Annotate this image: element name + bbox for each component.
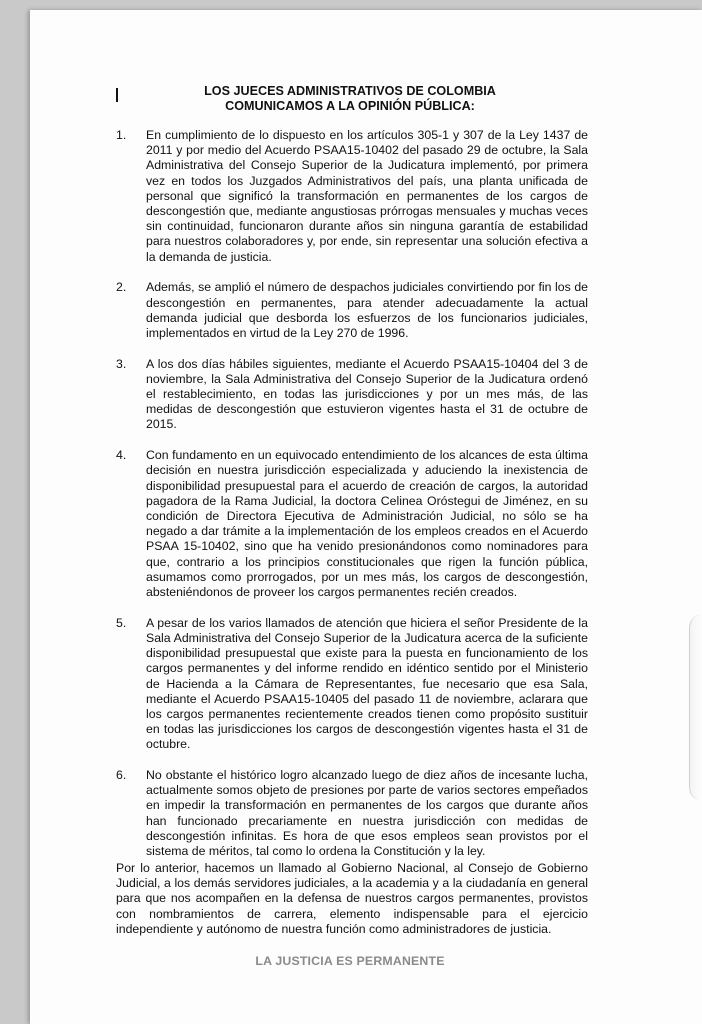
document-page — [30, 10, 702, 1024]
closing-paragraph: Por lo anterior, hacemos un llamado al Gobierno Nacional, al Consejo de Gobierno Judicial, a los demás servidores judiciales, a la academia y a la ciudadanía en general para que nos acompañen en la defensa de nuestros cargos permanentes, provistos con nombramientos de carrera, elemento indispensable para el ejercicio independiente y autónomo de nuestra función como administradores de justicia. — [116, 861, 588, 936]
item-text: A pesar de los varios llamados de atención que hiciera el señor Presidente de la Sala Administrativa del Consejo Superior de la Judicatura acerca de la suficiente disponibilidad presupuestal que existe para la puesta en funcionamiento de los cargos permanentes y del informe rendido en idéntico sentido por el Ministerio de Hacienda a la Cámara de Representantes, fue necesario que esa Sala, mediante el Acuerdo PSAA15-10405 del pasado 11 de noviembre, aclarara que los cargos permanentes recientemente creados tienen como propósito sustituir en todas las jurisdicciones los cargos de descongestión vigentes hasta el 31 de octubre. — [146, 615, 588, 752]
item-number: 1. — [116, 128, 127, 142]
numbered-list — [116, 128, 588, 875]
item-number: 6. — [116, 768, 127, 783]
list-item — [116, 768, 588, 859]
list-item — [116, 616, 588, 753]
title-line-1: LOS JUECES ADMINISTRATIVOS DE COLOMBIA — [204, 84, 496, 98]
list-item — [116, 357, 588, 433]
item-text: Con fundamento en un equivocado entendimiento de los alcances de esta última decisión en nuestra jurisdicción especializada y aduciendo la inexistencia de disponibilidad presupuestal para el acuerdo de creación de cargos, la autoridad pagadora de la Rama Judicial, la doctora Celinea Oróstegui de Jiménez, en su condición de Directora Ejecutiva de Administración Judicial, no sólo se ha negado a dar trámite a la implementación de los empleos creados en el Acuerdo PSAA 15-10402, sino que ha venido presionándonos como nominadores para que, contrario a los principios constitucionales que rigen la función pública, asumamos como prorrogados, por un mes más, los cargos de descongestión, absteniéndonos de proveer los cargos permanentes recién creados. — [146, 448, 588, 599]
item-text: No obstante el histórico logro alcanzado luego de diez años de incesante lucha, actualmente somos objeto de presiones por parte de varios sectores empeñados en impedir la transformación en permanentes de los cargos que durante años han funcionado precariamente en nuestra jurisdicción con medidas de descongestión infinitas. Es hora de que esos empleos sean provistos por el sistema de méritos, tal como lo ordena la Constitución y la ley. — [146, 768, 588, 859]
item-text: Además, se amplió el número de despachos judiciales convirtiendo por fin los de descongestión en permanentes, para atender adecuadamente la actual demanda judicial que desborda los esfuerzos de los funcionarios judiciales, implementados en virtud de la Ley 270 de 1996. — [146, 280, 588, 340]
item-number: 4. — [116, 448, 127, 463]
item-text: A los dos días hábiles siguientes, mediante el Acuerdo PSAA15-10404 del 3 de noviembre, la Sala Administrativa del Consejo Superior de la Judicatura ordenó el restablecimiento, en todas las jurisdicciones y por un mes más, de las medidas de descongestión que estuvieron vigentes hasta el 31 de octubre de 2015. — [146, 356, 588, 432]
item-number: 5. — [116, 615, 127, 630]
title-line-2: COMUNICAMOS A LA OPINIÓN PÚBLICA: — [225, 99, 475, 113]
item-text: En cumplimiento de lo dispuesto en los artículos 305-1 y 307 de la Ley 1437 de 2011 y por medio del Acuerdo PSAA15-10402 del pasado 29 de octubre, la Sala Administrativa del Consejo Superior de la Judicatura implementó, por primera vez en todos los Juzgados Administrativos del país, una planta unificada de personal que significó la transformación en permanentes de los cargos de descongestión que, mediante angustiosas prórrogas mensuales y muchas veces sin continuidad, funcionaron durante años sin ninguna garantía de estabilidad para nuestros colaboradores y, por ende, sin representar una solución efectiva a la demanda de justicia. — [146, 128, 588, 264]
document-title — [90, 84, 610, 114]
item-number: 2. — [116, 280, 127, 295]
list-item — [116, 128, 588, 265]
item-number: 3. — [116, 356, 127, 371]
list-item — [116, 280, 588, 341]
page-curl — [689, 615, 702, 800]
closing-motto: LA JUSTICIA ES PERMANENTE — [255, 954, 445, 968]
list-item — [116, 448, 588, 600]
